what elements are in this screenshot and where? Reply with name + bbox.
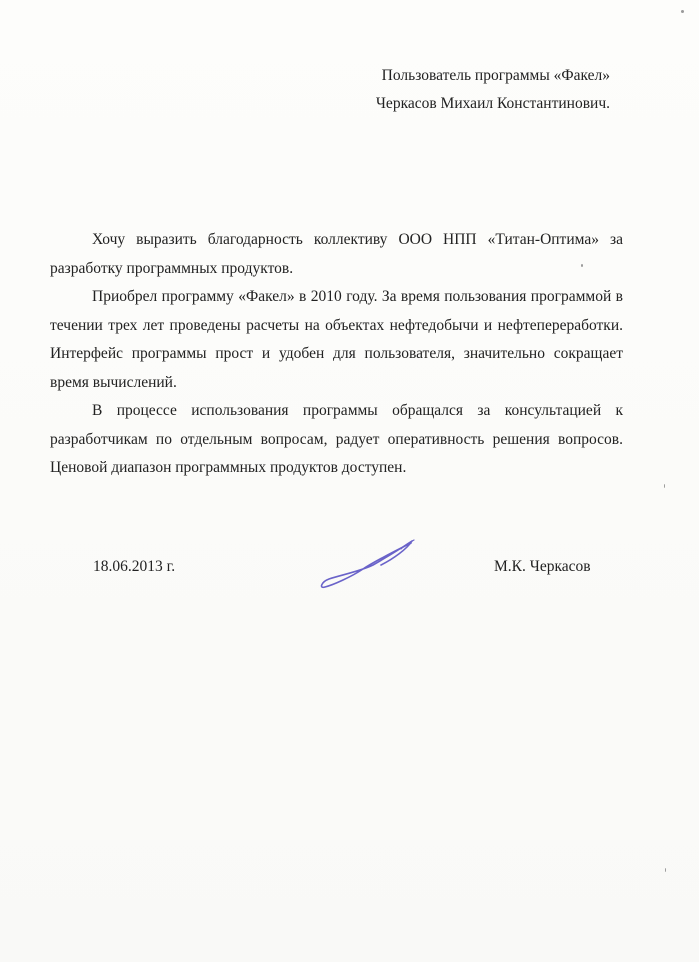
handwritten-signature: [315, 535, 425, 595]
addressee-line-program: Пользователь программы «Факел»: [381, 67, 610, 84]
addressee-block: [376, 62, 610, 118]
paper-speck: [665, 868, 666, 872]
signer-name: М.К. Черкасов: [494, 558, 591, 575]
paragraph-gratitude: Хочу выразить благодарность коллективу ООО НПП «Титан-Оптима» за разработку программных продуктов.: [50, 231, 623, 277]
addressee-line-name: Черкасов Михаил Константинович.: [375, 95, 610, 112]
letter-date: 18.06.2013 г.: [93, 558, 176, 575]
letter-body: [50, 226, 623, 483]
paper-speck: [581, 264, 583, 267]
paper-speck: [681, 10, 684, 13]
paragraph-support: В процессе использования программы обращался за консультацией к разработчикам по отдельным вопросам, радует оперативность решения вопросов. Ценовой диапазон программных продуктов доступен.: [50, 402, 623, 476]
paper-speck: [664, 484, 665, 488]
paragraph-usage: Приобрел программу «Факел» в 2010 году. За время пользования программой в течении трех лет проведены расчеты на объектах нефтедобычи и нефтепереработки. Интерфейс программы прост и удобен для пользователя, значительно сокращает время вычислений.: [50, 288, 623, 391]
